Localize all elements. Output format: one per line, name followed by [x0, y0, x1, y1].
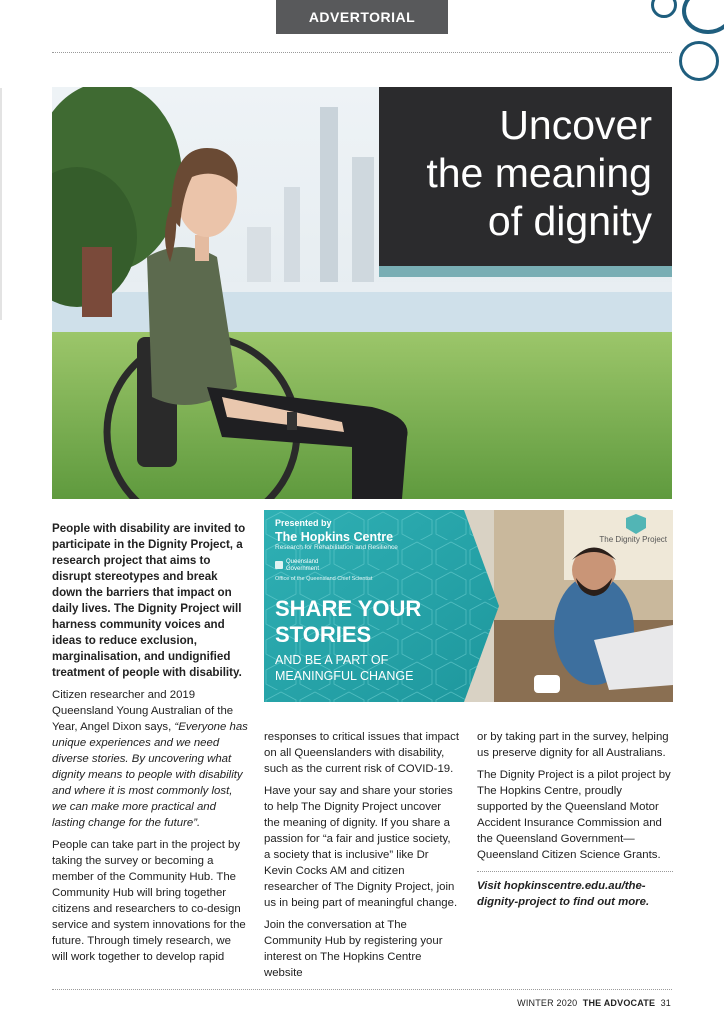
ring-small-icon: [651, 0, 677, 18]
headline-box: [379, 87, 672, 277]
column-3: [477, 729, 673, 916]
page-number: 31: [660, 998, 671, 1008]
column-1: [52, 521, 248, 971]
body-paragraph: or by taking part in the survey, helping us preserve dignity for all Australians.: [477, 731, 669, 759]
body-paragraph: People can take part in the project by taking the survey or becoming a member of the Community Hub. The Community Hub will bring together citizens and researchers to co-design service and system innovations for the future. Through timely research, we will work together to develop rapid: [52, 839, 246, 963]
visit-link-text[interactable]: Visit hopkinscentre.edu.au/the-dignity-project to find out more.: [477, 880, 650, 908]
page-edge-mark: [0, 88, 2, 320]
section-label: ADVERTORIAL: [308, 9, 416, 25]
body-paragraph: responses to critical issues that impact on all Queenslanders with disability, such as the current risk of COVID-19.: [264, 731, 459, 775]
article-title: Uncover the meaning of dignity: [426, 102, 652, 244]
intro-paragraph: People with disability are invited to participate in the Dignity Project, a research project that aims to disrupt stereotypes and break down the barriers that impact on daily lives. The Dignity Project will harness community voices and ideas to reduce exclusion, marginalisation, and undignified treatment of people with disability.: [52, 522, 246, 679]
ring-medium-icon: [679, 41, 719, 81]
quote-lead: Citizen researcher and 2019 Queensland Young Australian of the Year, Angel Dixon says,: [52, 689, 234, 733]
column-2: [264, 729, 460, 987]
bottom-divider: [52, 989, 672, 990]
section-tab: [276, 0, 448, 34]
dignity-project-banner: [264, 510, 673, 702]
body-paragraph: The Dignity Project is a pilot project by The Hopkins Centre, proudly supported by the Queensland Motor Accident Insurance Commission and the Queensland Government—Queensland Citizen Science Grants.: [477, 769, 671, 861]
banner-hopkins-name: The Hopkins Centre: [275, 530, 394, 544]
body-paragraph: Have your say and share your stories to help The Dignity Project uncover the meaning of dignity. If you share a passion for “a fair and justice society, a society that is inclusive” like Dr Kevin Cocks AM and citizen researcher of The Dignity Project, join us in being part of meaningful change.: [264, 785, 458, 909]
footer-issue: WINTER 2020: [517, 998, 578, 1008]
footer-publication: THE ADVOCATE: [582, 998, 656, 1008]
banner-qld-government: Queensland Government: [286, 559, 320, 572]
ring-large-icon: [682, 0, 724, 34]
banner-hopkins-tagline: Research for Rehabilitation and Resilience: [275, 544, 398, 551]
body-paragraph: Join the conversation at The Community Hub by registering your interest on The Hopkins Centre website: [264, 919, 443, 979]
banner-dignity-logo: The Dignity Project: [599, 535, 667, 544]
page-footer: [517, 998, 671, 1008]
top-divider: [52, 52, 672, 53]
banner-presented-by: Presented by: [275, 518, 332, 528]
quote-paragraph: [52, 687, 248, 831]
banner-chief-scientist: Office of the Queensland Chief Scientist: [275, 576, 373, 582]
banner-subline: AND BE A PART OF MEANINGFUL CHANGE: [275, 653, 414, 683]
visit-divider: [477, 871, 673, 872]
headline-accent-bar: [379, 266, 672, 277]
banner-headline: SHARE YOUR STORIES: [275, 596, 422, 647]
angel-dixon-quote: “Everyone has unique experiences and we need diverse stories. By uncovering what dignity means to people with disability and where it is most commonly lost, we can make more practical and lasting change for the future”.: [52, 721, 248, 829]
